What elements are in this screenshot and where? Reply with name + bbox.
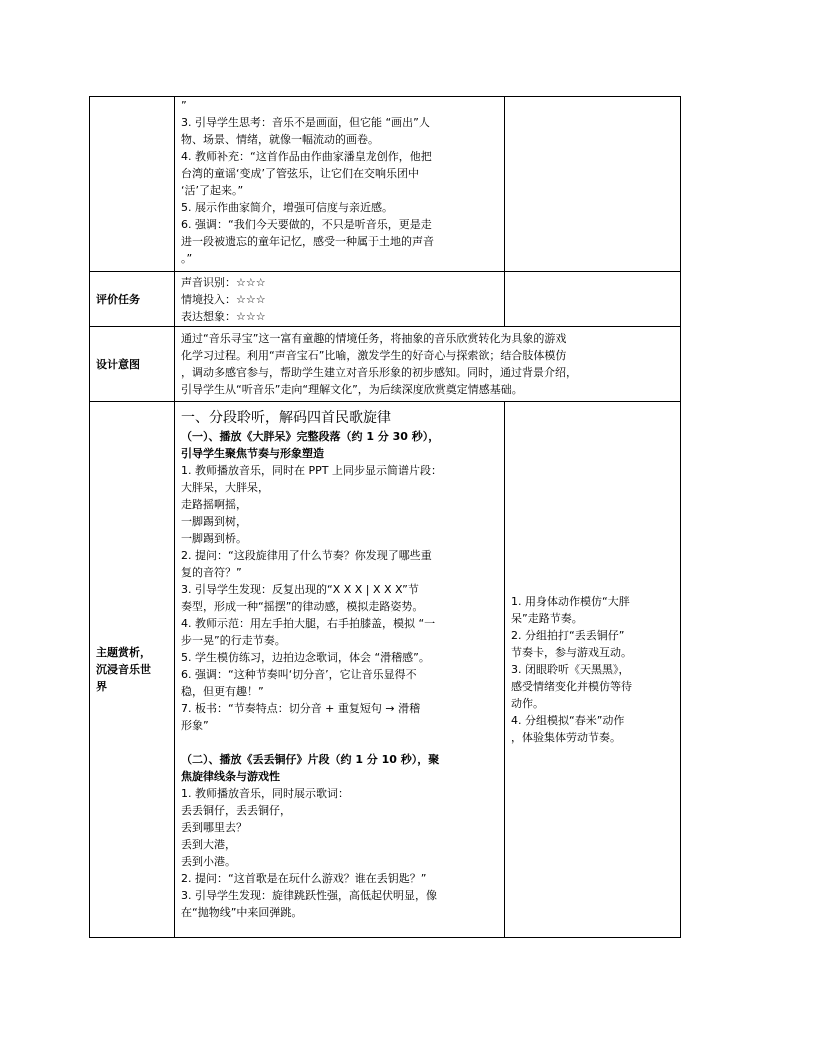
section1-text-line: 走路摇啊摇， [181, 498, 247, 511]
row1-text-line: 物、场景、情绪，就像一幅流动的画卷。 [181, 133, 379, 146]
section1-text-line: 奏型，形成一种“摇摆”的律动感，模拟走路姿势。 [181, 600, 424, 613]
section2-text-line: 2. 提问：“这首歌是在玩什么游戏？谁在丢钥匙？” [181, 872, 427, 885]
row1-right-cell [505, 97, 681, 272]
section2-text-line: 在“抛物线”中来回弹跳。 [181, 906, 303, 919]
activity-line: 4. 分组模拟“春米”动作 [511, 714, 625, 727]
section2-title [181, 751, 499, 785]
eval-item: 情境投入：☆☆☆ [181, 292, 266, 306]
section1-lines [181, 462, 499, 734]
row-evaluation [90, 272, 681, 327]
lesson-plan-table [89, 96, 681, 938]
row-theme-appreciation [90, 402, 681, 938]
section2-lines [181, 785, 499, 921]
main-label-line: 界 [96, 680, 107, 693]
main-content-cell [175, 402, 505, 938]
eval-right-cell [505, 272, 681, 327]
main-label-line: 主题赏析， [96, 646, 151, 659]
row1-text-line: 进一段被遗忘的童年记忆，感受一种属于土地的声音 [181, 235, 434, 248]
row-design-intent [90, 327, 681, 402]
activity-line: 呆”走路节奏。 [511, 612, 583, 625]
section1-text-line: 3. 引导学生发现：反复出现的“X X X | X X X”节 [181, 583, 419, 596]
design-text-line: 通过“音乐寻宝”这一富有童趣的情境任务，将抽象的音乐欣赏转化为具象的游戏 [181, 332, 567, 345]
section2-title-line: 焦旋律线条与游戏性 [181, 770, 280, 783]
section1-text-line: 稳，但更有趣！” [181, 685, 264, 698]
activity-line: 感受情绪变化并模仿等待 [511, 680, 632, 693]
design-text-line: 化学习过程。利用“声音宝石”比喻，激发学生的好奇心与探索欲；结合肢体模仿 [181, 349, 567, 362]
section1-title-line: 引导学生聚焦节奏与形象塑造 [181, 447, 324, 460]
section1-title-line: （一）、播放《大胖呆》完整段落（约 1 分 30 秒）， [181, 430, 440, 443]
design-text-line: 引导学生从“听音乐”走向“理解文化”，为后续深度欣赏奠定情感基础。 [181, 383, 523, 396]
row1-lines [175, 97, 504, 267]
section1-text-line: 6. 强调：“这种节奏叫‘切分音’，它让音乐显得不 [181, 668, 417, 681]
activity-line: ，体验集体劳动节奏。 [511, 731, 621, 744]
section1-text-line: 一脚踢到桥。 [181, 532, 247, 545]
section1-text-line: 大胖呆，大胖呆， [181, 481, 269, 494]
eval-label: 评价任务 [90, 272, 175, 327]
section1-text-line: 复的音符？” [181, 566, 242, 579]
section1-text-line: 步一晃”的行走节奏。 [181, 634, 286, 647]
row1-text-line: 6. 强调：“我们今天要做的，不只是听音乐，更是走 [181, 218, 432, 231]
eval-items [175, 274, 504, 325]
row1-label-cell [90, 97, 175, 272]
row1-text-line: ‘活’了起来。” [181, 184, 244, 197]
main-label-line: 沉浸音乐世 [96, 663, 151, 676]
design-content-cell [175, 327, 681, 402]
activity-line: 动作。 [511, 697, 544, 710]
section1-text-line: 4. 教师示范：用左手拍大腿，右手拍膝盖，模拟 “一 [181, 617, 436, 630]
row-continued-process [90, 97, 681, 272]
row1-content-cell [175, 97, 505, 272]
row1-text-line: 3. 引导学生思考：音乐不是画面，但它能 “画出”人 [181, 116, 430, 129]
row1-text-line: 5. 展示作曲家简介，增强可信度与亲近感。 [181, 201, 393, 214]
eval-item: 表达想象：☆☆☆ [181, 309, 266, 323]
row1-text-line: 4. 教师补充：“这首作品由作曲家潘皇龙创作，他把 [181, 150, 432, 163]
section2-title-line: （二）、播放《丢丢铜仔》片段（约 1 分 10 秒），聚 [181, 753, 440, 766]
activity-line: 1. 用身体动作模仿“大胖 [511, 595, 630, 608]
row1-text-line: 。” [181, 252, 193, 265]
row1-text-line: ” [181, 99, 187, 112]
section1-text-line: 2. 提问：“这段旋律用了什么节奏？你发现了哪些重 [181, 549, 432, 562]
row1-text-line: 台湾的童谣‘变成’了管弦乐，让它们在交响乐团中 [181, 167, 419, 180]
section1-title [181, 428, 499, 462]
section2-text-line: 丢到大港， [181, 838, 236, 851]
activity-lines [505, 593, 680, 746]
section1-text-line: 一脚踢到树， [181, 515, 247, 528]
section2-text-line: 丢到小港。 [181, 855, 236, 868]
eval-item: 声音识别：☆☆☆ [181, 275, 266, 289]
main-heading: 一、分段聆听，解码四首民歌旋律 [181, 410, 391, 426]
design-text-line: ，调动多感官参与，帮助学生建立对音乐形象的初步感知。同时，通过背景介绍， [181, 366, 577, 379]
eval-content-cell [175, 272, 505, 327]
section1-text-line: 5. 学生模仿练习，边拍边念歌词，体会 “滑稽感”。 [181, 651, 430, 664]
activity-line: 2. 分组拍打“丢丢铜仔” [511, 629, 625, 642]
design-lines [175, 330, 680, 398]
activities-cell [505, 402, 681, 938]
activity-line: 3. 闭眼聆听《天黑黑》， [511, 663, 630, 676]
activity-line: 节奏卡，参与游戏互动。 [511, 646, 632, 659]
section1-text-line: 形象” [181, 719, 209, 732]
section1-text-line: 1. 教师播放音乐，同时在 PPT 上同步显示简谱片段： [181, 464, 442, 477]
section2-text-line: 3. 引导学生发现：旋律跳跃性强，高低起伏明显，像 [181, 889, 437, 902]
design-label: 设计意图 [90, 327, 175, 402]
section2-text-line: 丢到哪里去？ [181, 821, 247, 834]
section2-text-line: 1. 教师播放音乐，同时展示歌词： [181, 787, 349, 800]
section1-text-line: 7. 板书：“节奏特点：切分音 + 重复短句 → 滑稽 [181, 702, 421, 715]
main-label [90, 402, 175, 938]
section2-text-line: 丢丢铜仔，丢丢铜仔， [181, 804, 291, 817]
